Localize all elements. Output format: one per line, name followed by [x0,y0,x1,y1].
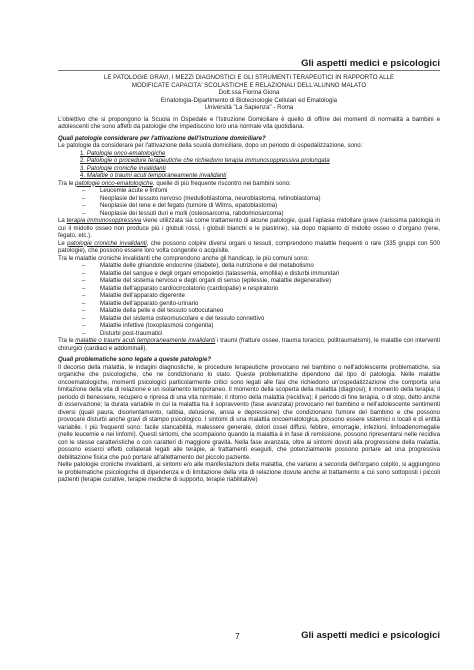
running-footer: Gli aspetti medici e psicologici [301,630,440,641]
onco-lead: Tra le patologie onco-ematologiche, quelle di più frequente riscontro nei bambini sono: [58,179,291,187]
list-item: – Malattie della pelle e del tessuto sottocutaneo [82,307,440,315]
affiliation-line-2: Università "La Sapienza" - Roma [204,104,294,111]
list-item: – Malattie del sangue e degli organi emopoietici (talassemia, emofilia) e disturbi immunitari [82,270,440,278]
list-item: – Malattie del sistema osteomuscolare e del tessuto connettivo [82,315,440,323]
title-line-2: MODIFICATE CAPACITA' SCOLASTICHE E RELAZIONALI DELL'ALUNNO MALATO [131,81,367,89]
croniche-paragraph: Le patologie croniche invalidanti, che possono colpire diversi organi o tessuti, comprendono malattie frequenti o rare (335 gruppi con 500 patologie), che possono essere loro volta congenite o acquisite. [58,239,440,254]
pathology-list [58,150,440,180]
list-item: – Malattie dell'apparato cardiocircolatorio (cardiopatie) e respiratorio [82,285,440,293]
list-item: – Malattie del sistema nervoso e degli organi di senso (epilessie, malattie degenerative) [82,277,440,285]
list-item: – Malattie delle ghiandole endocrine (diabete), della nutrizione e del metabolismo [82,262,440,270]
affiliation-line-1: Ematologia-Dipartimento di Biotecnologie Cellulari ed Ematologia [160,96,338,104]
traumi-paragraph: Tra le malattie o traumi acuti temporaneamente invalidanti i traumi (fratture ossee, trauma toracico, politraumatismi), le malattie con interventi chirurgici (cardiaci e addominali). [58,337,440,352]
croniche-list [58,262,440,337]
title-block [58,74,440,112]
list-item: – Neoplasie del rene e del fegato (tumore di Wilms, epatoblastoma) [82,202,440,210]
list-item: – Leucemie acute e linfomi [82,187,440,195]
title-line-1: LE PATOLOGIE GRAVI, I MEZZI DIAGNOSTICI E GLI STRUMENTI TERAPEUTICI IN RAPPORTO ALLE [103,74,395,81]
pathology-list-item: 4. Malattie o traumi acuti temporaneamente invalidanti [80,172,227,179]
list-item: – Disturbi post-traumatici [82,330,440,338]
author: Dott.ssa Fiorina Giona [218,89,280,96]
intro-paragraph: L'obiettivo che si propongono la Scuola in Ospedale e l'Istruzione Domiciliare è quello di offrire dei momenti di normalità a bambini e adolescenti che sono affetti da patologie che impediscono loro una normale vita quotidiana. [58,115,440,130]
list-item: – Neoplasie del tessuto nervoso (medulloblastoma, neuroblastoma, retinoblastoma) [82,195,440,203]
pathology-list-item: 1. Patologie onco-ematologiche [80,149,166,157]
croniche-lead: Tra le malattie croniche invalidanti che comprendono anche gli handicap, le più comuni sono: [58,254,309,262]
list-item: – Malattie dell'apparato genito-urinario [82,300,440,308]
pathology-list-item: 3. Patologie croniche invalidanti [80,164,166,172]
running-header: Gli aspetti medici e psicologici [301,58,440,69]
list-item: – Malattie dell'apparato digerente [82,292,440,300]
header-rule [58,70,440,71]
section-heading-1: Quali patologie considerare per l'attivazione dell'istruzione domiciliare? [58,134,266,142]
section1-lead: Le patologie da considerare per l'attivazione della scuola domiciliare, dopo un periodo di ospedalizzazione, sono: [58,142,363,149]
pathology-list-item: 2. Patologie o procedure terapeutiche che richiedono terapia immunosoppressiva prolungata [80,157,330,164]
immuno-paragraph: La terapia immunosoppressiva viene utilizzata sia come trattamento di alcune patologie, quali l'aplasia midollare grave (rarissima patologia in cui il midollo osseo non produce più i globuli rossi, i globuli bianchi e le piastrine), sia dopo trapianto di midollo osseo o d'organo (rene, fegato, etc.). [58,217,440,239]
onco-list [58,187,440,217]
section-heading-2: Quali problematiche sono legate a queste patologie? [58,356,212,363]
problematiche-paragraph-2: Nelle patologie croniche invalidanti, ai sintomi e/o alle manifestazioni della malattia, che variano a seconda dell'organo colpito, si aggiungono le problematiche psicologiche di dipendenza e di limitazione della vita di relazione dovute anche al trattamento a cui sono sottoposti i piccoli pazienti (terapie curative, terapie mediche di supporto, terapie riabilitative) [58,461,440,483]
list-item: – Malattie infettive (toxoplasmosi congenita) [82,322,440,330]
problematiche-paragraph-1: Il decorso della malattia, le indagini diagnostiche, le procedure terapeutiche provocano nel bambino o nell'adolescente problematiche, sia organiche che psicologiche, che ne condizionano lo stato. Queste problematiche dipendono dal tipo di patologia. Nelle malattie oncoematologiche, momenti psicologici particolarmente critici sono legati alle fasi che richiedono un'ospedalizzazione che comporta una limitazione della vita di relazione e un isolamento temporaneo. Il momento della scoperta della malattia (diagnosi); il momento della terapia; il periodo di benessere, recupero e ripresa di una vita normale; il ritorno della malattia (recidiva); il periodo di fine terapia, o di stop, detto anche di osservazione; la durata variabile in cui la malattia ha il sopravvento (fase avanzata) provocano nel bambino e nell'adolescente sentimenti diversi (quali paura, disorientamento, rabbia, delusione, ansia e depressione) che condizionano l'umore del bambino e che possono provocare disturbi anche gravi di stampo psicologico. I sintomi di una malattia oncoematologica, possono essere sistemici o locali e di entità variabile. I più frequenti sono: facile stancabilità, malessere generale, dolori ossei diffusi, febbre, emorragie, infezioni, linfoadenomegalie (nelle leucemie e nei linfomi). Questi sintomi, che scompaiono quando la malattia è in fase di remissione, possono ripresentarsi nelle recidiva con le stesse caratteristiche o con caratteri di maggiore gravità. Nella fase avanzata, oltre ai sintomi dovuti alla progressione della malattia, possono esserci effetti collaterali legati alle terapie, ai trattamenti eseguiti, che potenzialmente possono portare ad una progressiva debilitazione fisica che può portare all'allettamento del piccolo paziente. [58,363,440,461]
page-content [58,74,440,484]
page-number: 7 [235,631,240,641]
list-item: – Neoplasie dei tessuti duri e molli (osteosarcoma, rabdomiosarcoma) [82,210,440,218]
